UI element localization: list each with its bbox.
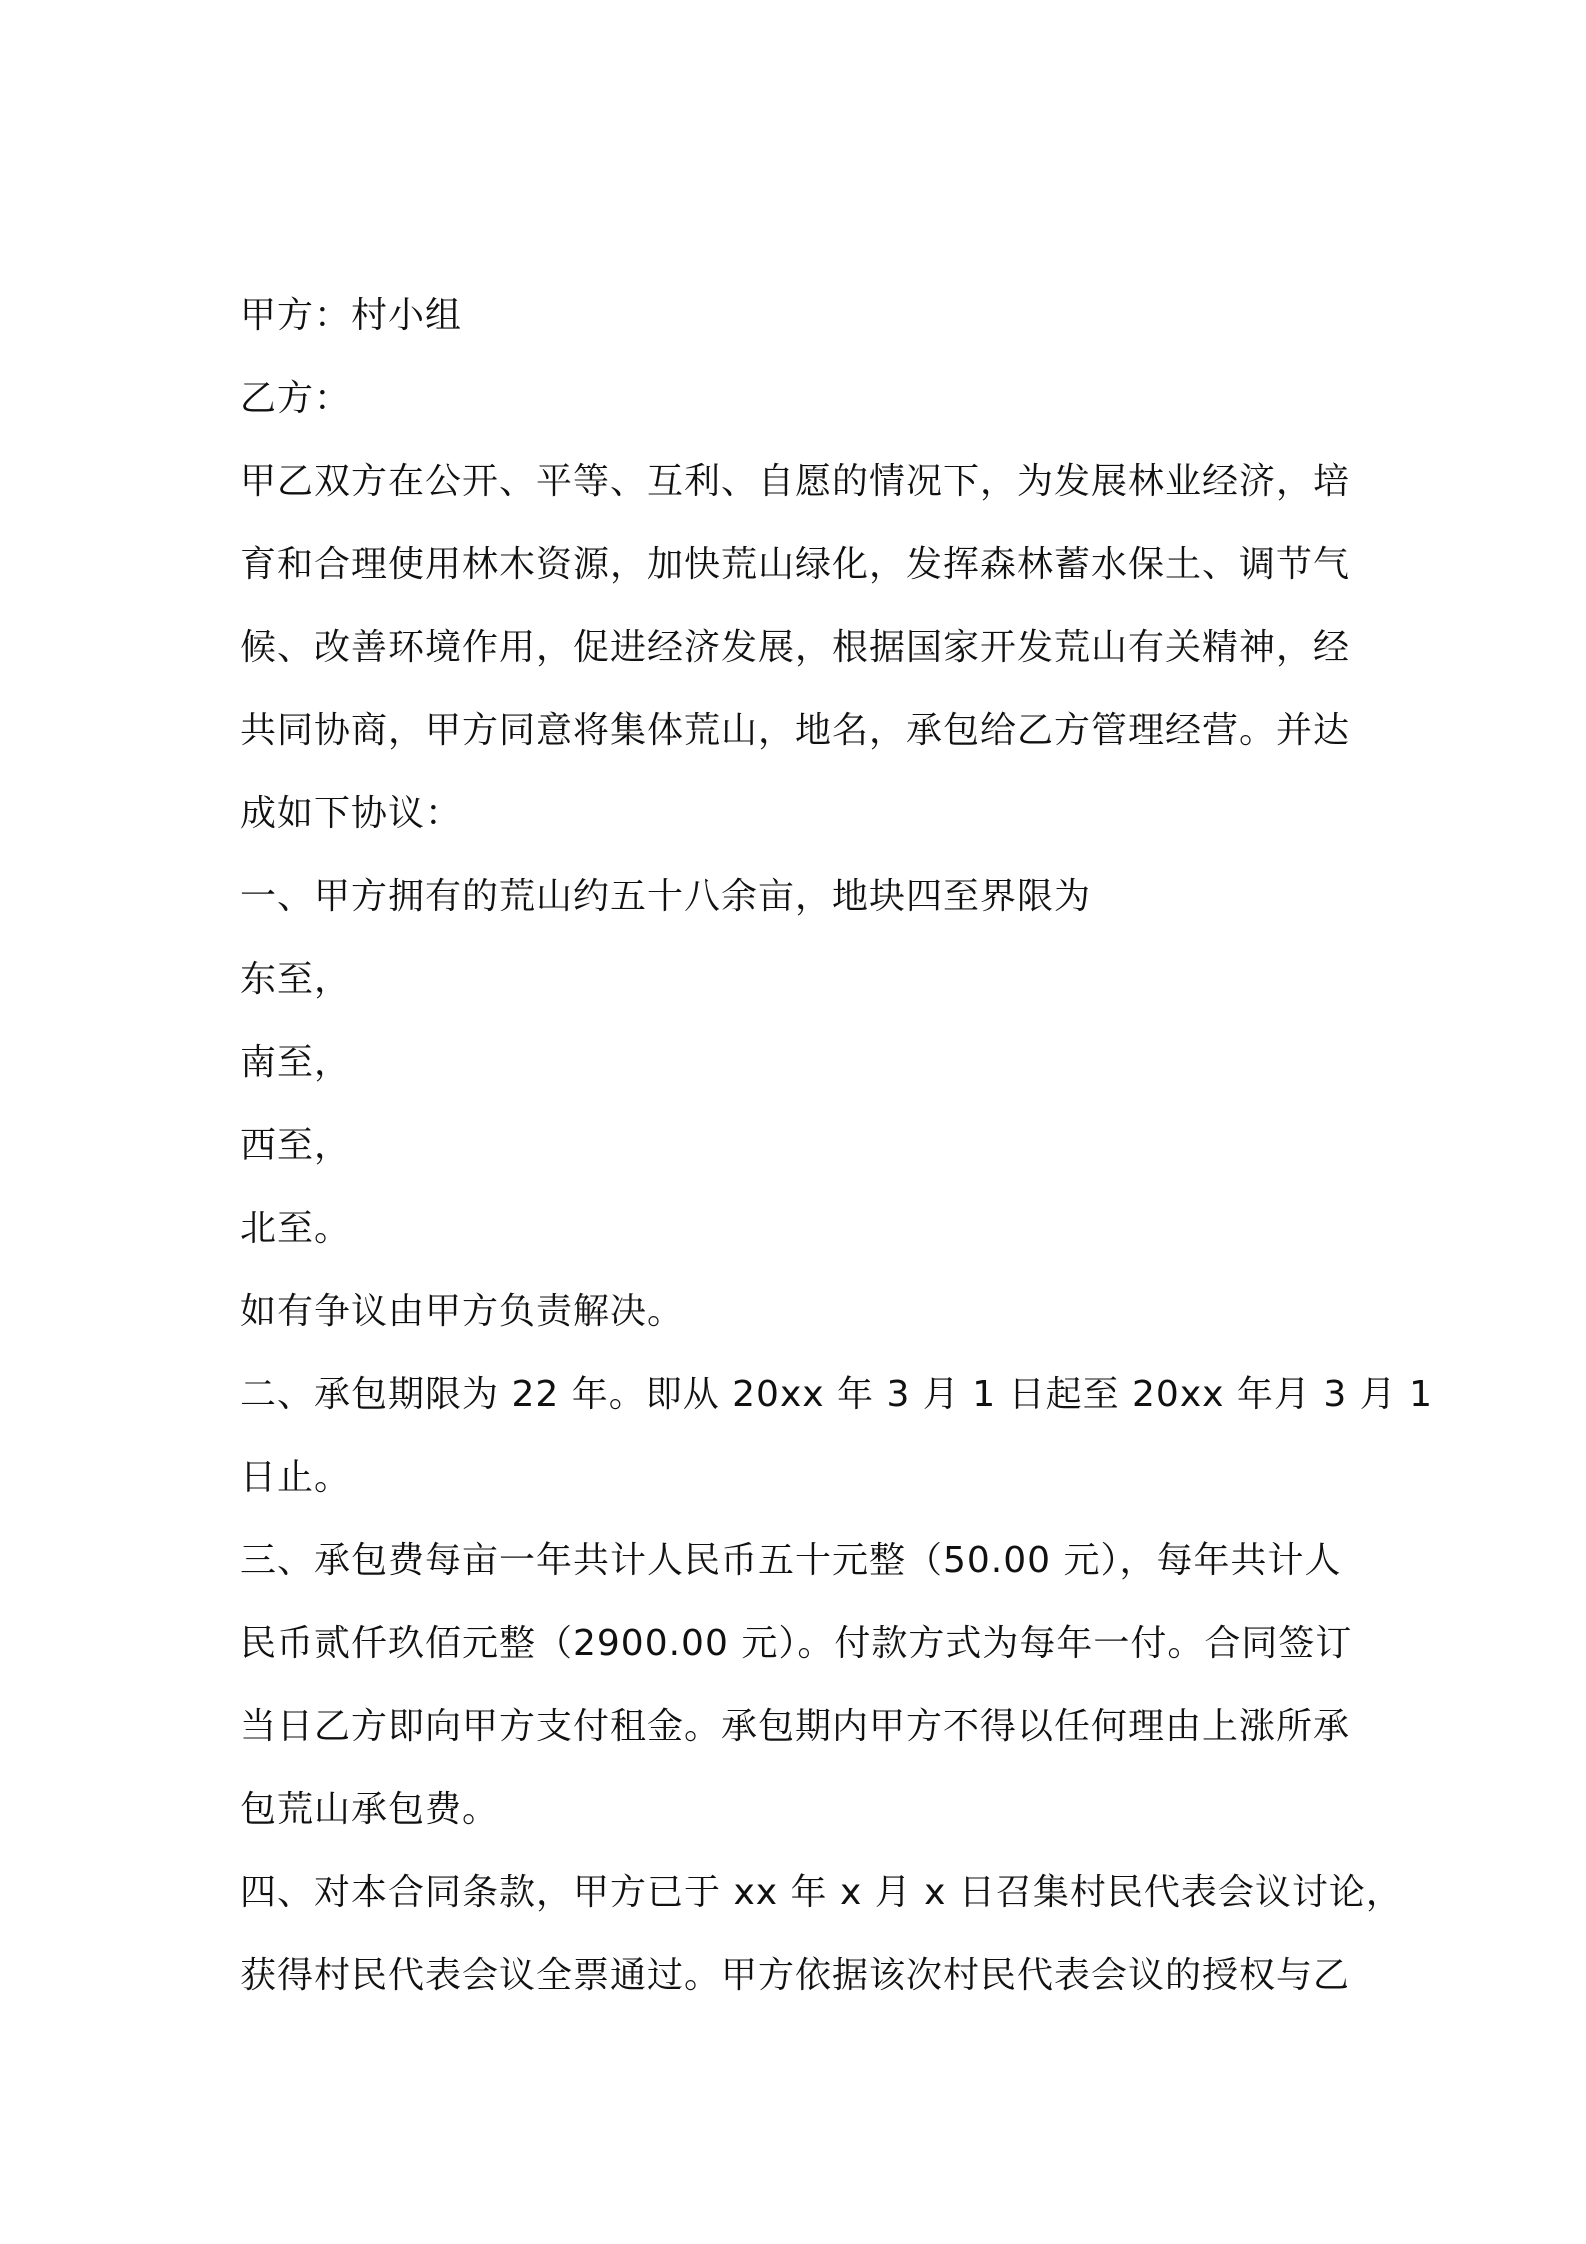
clause-3-line-3: 当日乙方即向甲方支付租金。承包期内甲方不得以任何理由上涨所承 [240, 1706, 1351, 1747]
clause-2-line-1: 二、承包期限为 22 年。即从 20xx 年 3 月 1 日起至 20xx 年月 3 月 1 [240, 1374, 1434, 1415]
clause-4-line-1: 四、对本合同条款，甲方已于 xx 年 x 月 x 日召集村民代表会议讨论， [240, 1872, 1403, 1913]
party-a-line: 甲方：村小组 [240, 295, 463, 336]
dispute-line: 如有争议由甲方负责解决。 [240, 1291, 685, 1332]
boundary-east: 东至， [240, 959, 352, 1000]
clause-3-line-1: 三、承包费每亩一年共计人民币五十元整（50.00 元），每年共计人 [240, 1540, 1342, 1581]
clause-4-line-2: 获得村民代表会议全票通过。甲方依据该次村民代表会议的授权与乙 [240, 1955, 1351, 1996]
preamble-line-5: 成如下协议： [240, 793, 463, 834]
clause-2-line-2: 日止。 [240, 1457, 352, 1498]
boundary-west: 西至， [240, 1125, 352, 1166]
preamble-line-3: 候、改善环境作用，促进经济发展，根据国家开发荒山有关精神，经 [240, 627, 1351, 668]
preamble-line-2: 育和合理使用林木资源，加快荒山绿化，发挥森林蓄水保土、调节气 [240, 544, 1351, 585]
clause-1-line: 一、甲方拥有的荒山约五十八余亩，地块四至界限为 [240, 876, 1092, 917]
party-b-line: 乙方： [240, 378, 352, 419]
contract-body [240, 274, 1434, 2017]
boundary-south: 南至， [240, 1042, 352, 1083]
boundary-north: 北至。 [240, 1208, 352, 1249]
preamble-line-4: 共同协商，甲方同意将集体荒山，地名，承包给乙方管理经营。并达 [240, 710, 1351, 751]
preamble-line-1: 甲乙双方在公开、平等、互利、自愿的情况下，为发展林业经济，培 [240, 461, 1351, 502]
clause-3-line-2: 民币贰仟玖佰元整（2900.00 元）。付款方式为每年一付。合同签订 [240, 1623, 1353, 1664]
clause-3-line-4: 包荒山承包费。 [240, 1789, 500, 1830]
